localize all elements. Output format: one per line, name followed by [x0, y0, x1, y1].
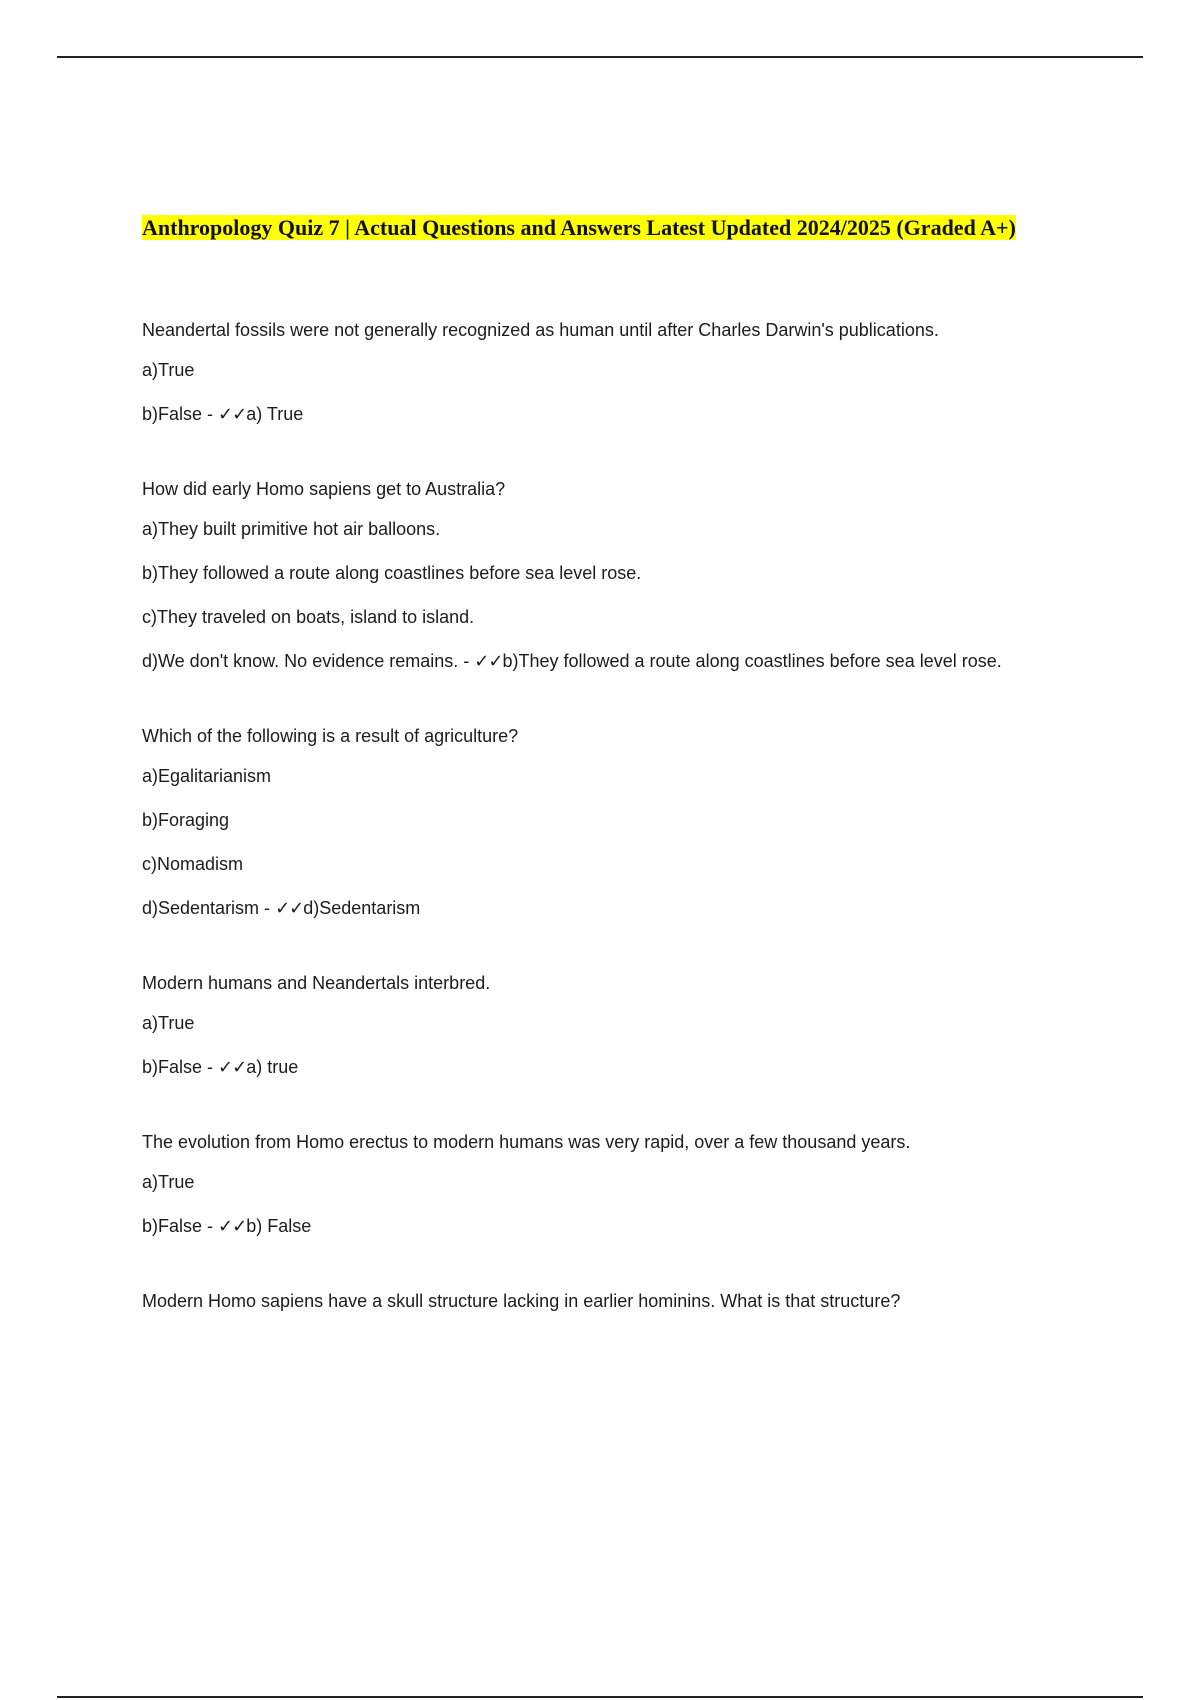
answer-option: c)They traveled on boats, island to island.	[142, 607, 475, 627]
answer-option: d)Sedentarism -	[142, 898, 271, 918]
question-text: Which of the following is a result of agriculture?	[142, 726, 519, 746]
check-mark-icon: ✓✓	[474, 651, 503, 672]
correct-answer: a) true	[246, 1057, 299, 1077]
question-text: Modern humans and Neandertals interbred.	[142, 973, 491, 993]
answer-option: b)They followed a route along coastlines before sea level rose.	[142, 563, 642, 583]
answer-option-with-key	[142, 648, 1042, 675]
bottom-rule	[57, 1696, 1143, 1698]
question-list	[142, 317, 1042, 1315]
question-item	[142, 476, 1042, 675]
document-title	[142, 214, 1042, 241]
question-text: Modern Homo sapiens have a skull structure lacking in earlier hominins. What is that structure?	[142, 1291, 901, 1311]
answer-option: b)Foraging	[142, 810, 230, 830]
answer-option: b)False -	[142, 1216, 214, 1236]
check-mark-icon: ✓✓	[218, 1216, 247, 1237]
check-mark-icon: ✓✓	[275, 898, 304, 919]
correct-answer: b) False	[246, 1216, 312, 1236]
question-item	[142, 970, 1042, 1081]
question-text: The evolution from Homo erectus to modern humans was very rapid, over a few thousand years.	[142, 1132, 911, 1152]
answer-option: a)Egalitarianism	[142, 766, 272, 786]
answer-option: b)False -	[142, 404, 214, 424]
question-text: How did early Homo sapiens get to Australia?	[142, 479, 506, 499]
question-item	[142, 317, 1042, 428]
title-highlight: Anthropology Quiz 7 | Actual Questions and Answers Latest Updated 2024/2025 (Graded A+)	[142, 215, 1016, 240]
answer-option: c)Nomadism	[142, 854, 244, 874]
answer-option-with-key	[142, 895, 1042, 922]
answer-option-with-key	[142, 401, 1042, 428]
question-item	[142, 1288, 1042, 1315]
check-mark-icon: ✓✓	[218, 404, 247, 425]
answer-option: a)True	[142, 360, 195, 380]
answer-option: b)False -	[142, 1057, 214, 1077]
question-item	[142, 1129, 1042, 1240]
question-item	[142, 723, 1042, 922]
question-text: Neandertal fossils were not generally recognized as human until after Charles Darwin's publications.	[142, 320, 939, 340]
correct-answer: a) True	[246, 404, 304, 424]
correct-answer: d)Sedentarism	[303, 898, 421, 918]
document-body	[142, 214, 1042, 1363]
check-mark-icon: ✓✓	[218, 1057, 247, 1078]
correct-answer: b)They followed a route along coastlines before sea level rose.	[502, 651, 1002, 671]
answer-option: a)They built primitive hot air balloons.	[142, 519, 441, 539]
answer-option: a)True	[142, 1172, 195, 1192]
top-rule	[57, 56, 1143, 58]
answer-option: d)We don't know. No evidence remains. -	[142, 651, 470, 671]
answer-option-with-key	[142, 1054, 1042, 1081]
answer-option: a)True	[142, 1013, 195, 1033]
answer-option-with-key	[142, 1213, 1042, 1240]
